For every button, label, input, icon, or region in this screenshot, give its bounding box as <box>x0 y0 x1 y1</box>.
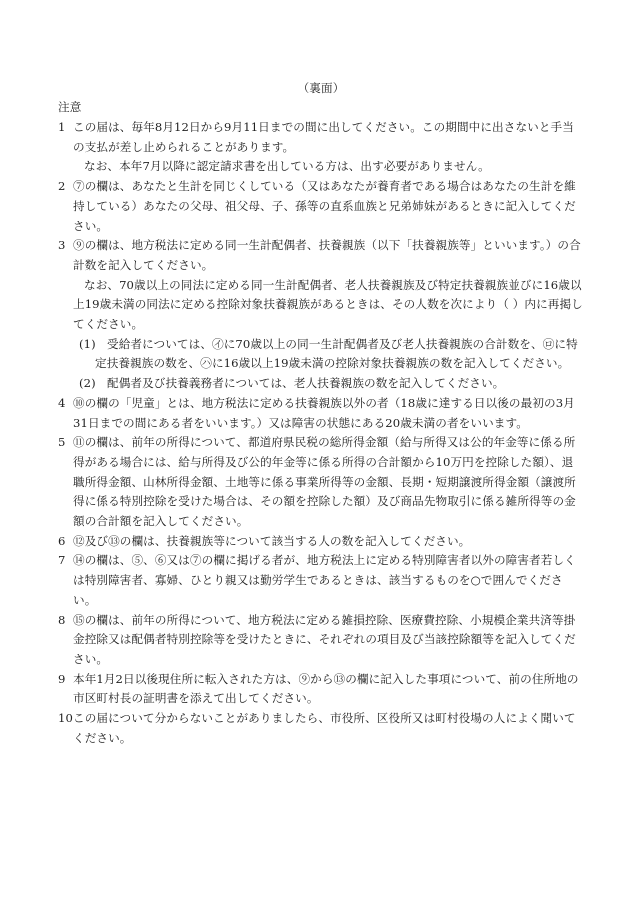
note-text: 本年1月2日以後現住所に転入された方は、⑨から⑬の欄に記入した事項について、前の住所地の市区町村長の証明書を添えて出してください。 <box>73 671 579 706</box>
note-item-1-continuation: なお、本年7月以降に認定請求書を出している方は、出す必要がありません。 <box>84 159 490 174</box>
note-number: 3 <box>58 238 66 253</box>
note-item-7 <box>58 551 584 610</box>
note-text: ⑨の欄は、地方税法に定める同一生計配偶者、扶養親族（以下「扶養親族等」といいます。）の合計数を記入してください。 <box>73 238 581 272</box>
note-text: この届について分からないことがありましたら、市役所、区役所又は町村役場の人によく聞いてください。 <box>73 711 576 745</box>
note-number: 1 <box>58 120 66 134</box>
subitem-text: 受給者については、㋑に70歳以上の同一生計配偶者及び老人扶養親族の合計数を、㋺に特定扶養親族の数を、㋩に16歳以上19歳未満の控除対象扶養親族の数を記入してください。 <box>95 336 578 371</box>
note-number: 4 <box>58 395 66 410</box>
note-number: 2 <box>58 179 66 194</box>
note-item-4 <box>58 394 584 433</box>
note-subitem-3-2 <box>58 374 584 394</box>
note-item-9 <box>58 670 584 709</box>
note-text: ⑦の欄は、あなたと生計を同じくしている（又はあなたが養育者である場合はあなたの生計を維持している）あなたの父母、祖父母、子、孫等の直系血族と兄弟姉妹があるときに記入してください。 <box>73 179 576 233</box>
note-subitem-3-1 <box>58 335 584 374</box>
subitem-number: (2) <box>79 376 96 391</box>
note-number: 9 <box>58 671 66 686</box>
note-number: 7 <box>58 553 66 568</box>
note-number: 5 <box>58 435 66 450</box>
note-text: ⑪の欄は、前年の所得について、都道府県民税の総所得金額（給与所得又は公的年金等に係る所得がある場合には、給与所得及び公的年金等に係る所得の合計額から10万円を控除した額）、退職所得金額、山林所得金額、土地等に係る事業所得等の金額、長期・短期譲渡所得金額（譲渡所得に係る特別控除を受けた場合は、その額を控除した額）及び商品先物取引に係る雑所得等の金額の合計額を記入してください。 <box>73 435 576 529</box>
notes-label: 注意 <box>58 100 82 114</box>
note-text: この届は、毎年8月12日から9月11日までの間に出してください。この期間中に出さないと手当の支払が差し止められることがあります。 <box>73 120 574 154</box>
note-number: 8 <box>58 612 66 627</box>
note-item-5 <box>58 433 584 532</box>
note-item-1 <box>58 118 584 157</box>
note-item-10 <box>58 709 584 748</box>
notes-content <box>58 118 584 749</box>
note-text: ⑭の欄は、⑤、⑥又は⑦の欄に掲げる者が、地方税法上に定める特別障害者以外の障害者若しくは特別障害者、寡婦、ひとり親又は勤労学生であるときは、該当するものを○で囲んでください。 <box>73 553 576 607</box>
subitem-number: (1) <box>79 336 96 351</box>
page-heading: （裏面） <box>297 81 345 95</box>
note-item-3-continuation: なお、70歳以上の同法に定める同一生計配偶者、老人扶養親族及び特定扶養親族並びに16歳以上19歳未満の同法に定める控除対象扶養親族があるときは、その人数を次により（ ）内に再掲してください。 <box>73 277 583 332</box>
note-text: ⑮の欄は、前年の所得について、地方税法に定める雑損控除、医療費控除、小規模企業共済等掛金控除又は配偶者特別控除等を受けたときに、それぞれの項目及び当該控除額等を記入してください。 <box>73 612 576 666</box>
note-number: 10 <box>58 711 73 726</box>
note-number: 6 <box>58 533 66 548</box>
note-text: ⑩の欄の「児童」とは、地方税法に定める扶養親族以外の者（18歳に達する日以後の最初の3月31日までの間にある者をいいます。）又は障害の状態にある20歳未満の者をいいます。 <box>73 395 575 430</box>
note-item-6 <box>58 532 584 552</box>
note-text: ⑫及び⑬の欄は、扶養親族等について該当する人の数を記入してください。 <box>73 533 471 548</box>
note-item-3 <box>58 236 584 275</box>
subitem-text: 配偶者及び扶養義務者については、老人扶養親族の数を記入してください。 <box>107 376 505 391</box>
note-item-2 <box>58 177 584 236</box>
note-item-8 <box>58 611 584 670</box>
